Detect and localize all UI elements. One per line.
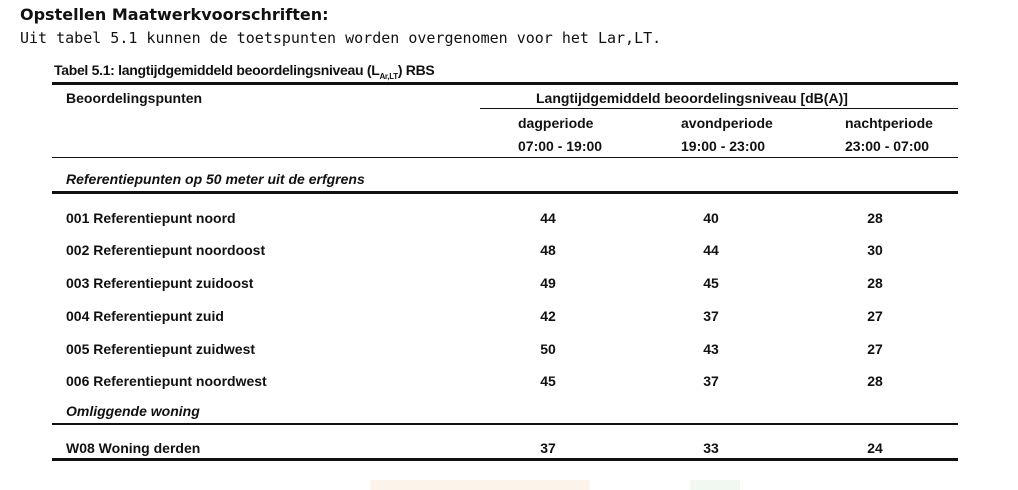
section-title-surrounding-dwelling: Omliggende woning (66, 403, 200, 419)
row-name: 006 Referentiepunt noordwest (66, 373, 267, 389)
period-time-evening: 19:00 - 23:00 (681, 138, 766, 154)
intro-text: Uit tabel 5.1 kunnen de toetspunten worden overgenomen voor het Lar,LT. (20, 29, 662, 47)
period-label-night: nachtperiode (845, 115, 933, 131)
value-evening: 37 (703, 308, 719, 324)
row-name: 001 Referentiepunt noord (66, 210, 236, 226)
group-header-rule (480, 108, 958, 109)
row-name: 002 Referentiepunt noordoost (66, 242, 266, 258)
value-evening: 44 (703, 242, 719, 258)
value-day: 49 (540, 275, 556, 291)
row-name: 003 Referentiepunt zuidoost (66, 275, 254, 291)
period-time-day: 07:00 - 19:00 (518, 138, 603, 154)
value-evening: 43 (703, 341, 719, 357)
table-bottom-rule (52, 458, 958, 461)
table-top-rule (52, 82, 958, 85)
value-night: 28 (867, 275, 883, 291)
value-night: 27 (867, 341, 883, 357)
table-caption (54, 62, 434, 81)
value-day: 50 (540, 341, 556, 357)
section-title-reference-points: Referentiepunten op 50 meter uit de erfgrens (66, 171, 365, 187)
period-label-evening: avondperiode (681, 115, 773, 131)
page-heading: Opstellen Maatwerkvoorschriften: (20, 5, 329, 24)
column-header-points: Beoordelingspunten (66, 90, 203, 106)
value-evening: 40 (703, 210, 719, 226)
value-night: 24 (867, 440, 883, 456)
value-day: 44 (540, 210, 556, 226)
caption-subscript: Ar,LT (379, 71, 398, 81)
period-label-day: dagperiode (518, 115, 594, 131)
caption-prefix: Tabel 5.1: langtijdgemiddeld beoordelingsniveau (L (54, 62, 380, 78)
section2-rule (52, 423, 958, 425)
value-night: 28 (867, 210, 883, 226)
value-night: 28 (867, 373, 883, 389)
value-evening: 45 (703, 275, 719, 291)
background-artifact (690, 480, 740, 490)
column-group-header: Langtijdgemiddeld beoordelingsniveau [dB(A)] (536, 90, 848, 106)
value-day: 37 (540, 440, 556, 456)
row-name: W08 Woning derden (66, 440, 201, 456)
value-day: 45 (540, 373, 556, 389)
value-night: 27 (867, 308, 883, 324)
value-evening: 33 (703, 440, 719, 456)
period-time-night: 23:00 - 07:00 (845, 138, 930, 154)
value-night: 30 (867, 242, 883, 258)
row-name: 004 Referentiepunt zuid (66, 308, 224, 324)
value-day: 42 (540, 308, 556, 324)
header-bottom-rule (52, 157, 958, 158)
value-day: 48 (540, 242, 556, 258)
row-name: 005 Referentiepunt zuidwest (66, 341, 256, 357)
background-artifact (370, 480, 590, 490)
value-evening: 37 (703, 373, 719, 389)
caption-suffix: ) RBS (397, 62, 435, 78)
section1-rule (52, 191, 958, 194)
